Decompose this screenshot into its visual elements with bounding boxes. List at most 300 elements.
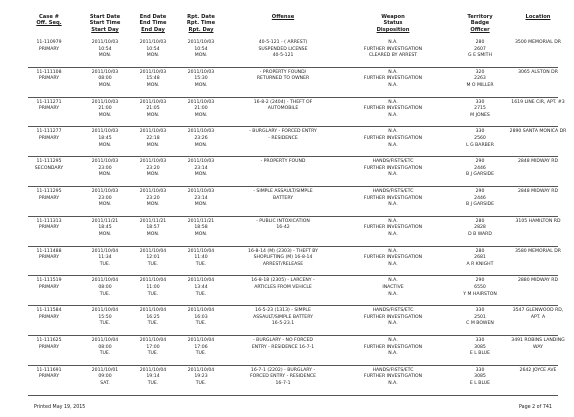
start-cell-line: 2011/10/04 bbox=[91, 278, 119, 284]
case-cell-line: PRIMARY bbox=[38, 46, 60, 52]
weapon-cell-line: FURTHER INVESTIGATION bbox=[363, 225, 423, 231]
report-cell-line: 2011/10/04 bbox=[187, 338, 215, 343]
weapon-cell-line: FURTHER INVESTIGATION bbox=[363, 314, 423, 320]
report-cell-line: 2011/10/03 bbox=[187, 129, 215, 135]
end-cell-line: 16:25 bbox=[146, 314, 160, 320]
start-cell bbox=[80, 308, 130, 328]
weapon-cell-line: N.A. bbox=[388, 261, 398, 267]
start-cell-line: MON. bbox=[98, 202, 112, 208]
start-cell bbox=[80, 338, 130, 358]
weapon-cell bbox=[338, 129, 448, 149]
end-cell-line: 12:01 bbox=[146, 255, 160, 261]
location-cell bbox=[502, 100, 574, 107]
report-cell bbox=[176, 40, 226, 60]
report-cell-line: 2011/10/03 bbox=[187, 40, 215, 45]
end-cell-line: 2011/10/03 bbox=[139, 69, 167, 75]
end-cell-line: MON. bbox=[146, 202, 160, 208]
offense-cell-line: - BURGLARY - FORCED ENTRY bbox=[249, 129, 317, 135]
case-cell bbox=[22, 129, 76, 142]
row-divider bbox=[28, 395, 558, 396]
weapon-cell-line: FURTHER INVESTIGATION bbox=[363, 106, 423, 112]
case-cell-line: 11-111625 bbox=[36, 338, 62, 343]
start-cell-line: 08:00 bbox=[98, 344, 112, 350]
territory-cell bbox=[450, 70, 510, 90]
case-cell-line: PRIMARY bbox=[38, 374, 60, 380]
start-cell-line: 2011/10/03 bbox=[91, 40, 119, 45]
report-cell-line: TUE. bbox=[195, 291, 207, 297]
header-weapon-line1: Weapon bbox=[381, 14, 405, 20]
report-cell-line: TUE. bbox=[195, 261, 207, 267]
territory-cell-line: 280 bbox=[475, 40, 485, 45]
weapon-cell bbox=[338, 70, 448, 90]
territory-cell bbox=[450, 189, 510, 209]
case-cell bbox=[22, 189, 76, 202]
end-cell bbox=[128, 70, 178, 90]
start-cell bbox=[80, 278, 130, 298]
location-cell bbox=[502, 338, 574, 351]
offense-cell bbox=[228, 100, 338, 113]
start-cell-line: MON. bbox=[98, 112, 112, 118]
location-cell bbox=[502, 40, 574, 47]
report-cell-line: TUE. bbox=[195, 380, 207, 386]
territory-cell bbox=[450, 368, 510, 388]
case-cell bbox=[22, 278, 76, 291]
weapon-cell bbox=[338, 368, 448, 388]
offense-cell bbox=[228, 338, 338, 351]
weapon-cell-line: N.A. bbox=[388, 380, 398, 386]
case-cell bbox=[22, 100, 76, 113]
end-cell-line: 2011/11/21 bbox=[139, 218, 167, 224]
end-cell-line: 2011/10/03 bbox=[139, 129, 167, 135]
start-cell bbox=[80, 219, 130, 239]
end-cell-line: 2011/10/04 bbox=[139, 308, 167, 314]
report-cell-line: 2011/10/03 bbox=[187, 69, 215, 75]
offense-cell-line: 16-5-23 (1313) - SIMPLE bbox=[255, 308, 311, 314]
header-rpt-line2: Rpt. Time bbox=[186, 20, 216, 27]
location-cell-line: 2848 MIDWAY RD bbox=[517, 159, 559, 165]
report-cell-line: MON. bbox=[194, 53, 208, 59]
end-cell bbox=[128, 129, 178, 149]
start-cell-line: 2011/11/21 bbox=[91, 218, 119, 224]
start-cell bbox=[80, 100, 130, 120]
territory-cell bbox=[450, 159, 510, 179]
weapon-cell bbox=[338, 278, 448, 298]
location-cell bbox=[502, 159, 574, 166]
offense-cell bbox=[228, 129, 338, 142]
territory-cell-line: E L BLUE bbox=[469, 351, 491, 357]
start-cell-line: 2011/10/03 bbox=[91, 159, 119, 165]
start-cell-line: 08:00 bbox=[98, 76, 112, 82]
report-cell bbox=[176, 129, 226, 149]
header-case bbox=[22, 14, 76, 27]
start-cell-line: 2011/10/04 bbox=[91, 248, 119, 254]
location-cell bbox=[502, 368, 574, 375]
end-cell bbox=[128, 40, 178, 60]
report-cell-line: MON. bbox=[194, 112, 208, 118]
weapon-cell-line: FURTHER INVESTIGATION bbox=[363, 135, 423, 141]
start-cell-line: TUE. bbox=[99, 321, 111, 327]
start-cell-line: 2011/10/03 bbox=[91, 99, 119, 105]
weapon-cell-line: HANDS/FISTS/ETC bbox=[372, 189, 414, 194]
location-cell-line: WAY bbox=[533, 344, 543, 350]
location-cell-line: 2642 JOYCE AVE bbox=[519, 367, 557, 373]
case-cell-line: PRIMARY bbox=[38, 255, 60, 261]
case-cell-line: PRIMARY bbox=[38, 284, 60, 290]
row-divider bbox=[28, 275, 558, 276]
offense-cell-line: - BURGLARY - NO FORCED bbox=[253, 338, 313, 343]
offense-cell-line: - PUBLIC INTOXICATION bbox=[256, 218, 310, 224]
location-cell-line: 3500 MEMORIAL DR bbox=[514, 40, 562, 45]
end-cell-line: MON. bbox=[146, 231, 160, 237]
case-cell-line: PRIMARY bbox=[38, 225, 60, 231]
report-cell bbox=[176, 70, 226, 90]
report-cell-line: 19:23 bbox=[194, 374, 208, 380]
territory-cell-line: 2828 bbox=[474, 225, 486, 231]
row-divider bbox=[28, 335, 558, 336]
start-cell-line: 18:45 bbox=[98, 135, 112, 141]
territory-cell-line: 290 bbox=[475, 159, 485, 165]
case-cell bbox=[22, 338, 76, 351]
offense-cell-line: BATTERY bbox=[272, 195, 294, 201]
header-rpt-line3: Rpt. Day bbox=[188, 26, 214, 33]
header-weapon-line3: Disposition bbox=[376, 26, 410, 33]
offense-cell-line: AUTOMOBILE bbox=[267, 106, 299, 112]
territory-cell-line: C M BOWEN bbox=[466, 321, 494, 327]
location-cell-line: 2848 MIDWAY RD bbox=[517, 189, 559, 194]
offense-cell-line: RETURNED TO OWNER bbox=[256, 76, 310, 82]
territory-cell bbox=[450, 129, 510, 149]
case-cell-line: 11-111295 bbox=[36, 189, 62, 194]
end-cell-line: 2011/10/04 bbox=[139, 338, 167, 343]
end-cell-line: TUE. bbox=[147, 261, 159, 267]
case-cell bbox=[22, 368, 76, 381]
weapon-cell-line: FURTHER INVESTIGATION bbox=[363, 195, 423, 201]
header-start-line3: Start Day bbox=[91, 26, 119, 33]
territory-cell-line: 2560 bbox=[474, 135, 486, 141]
start-cell-line: 2011/10/03 bbox=[91, 69, 119, 75]
case-cell-line: 11-111295 bbox=[36, 159, 62, 165]
case-cell bbox=[22, 249, 76, 262]
weapon-cell bbox=[338, 40, 448, 60]
report-cell bbox=[176, 189, 226, 209]
case-cell-line: 11-111488 bbox=[36, 248, 62, 254]
weapon-cell bbox=[338, 338, 448, 358]
header-location-line1: Location bbox=[525, 14, 551, 20]
offense-cell-line: - PROPERTY FOUND bbox=[260, 159, 306, 165]
case-cell-line: PRIMARY bbox=[38, 76, 60, 82]
territory-cell-line: 320 bbox=[475, 69, 485, 75]
header-end bbox=[128, 14, 178, 33]
weapon-cell-line: INACTIVE bbox=[382, 284, 404, 290]
case-cell bbox=[22, 159, 76, 172]
report-cell-line: 13:44 bbox=[194, 284, 208, 290]
location-cell-line: 2880 MIDWAY RD bbox=[517, 278, 559, 284]
report-cell-line: 2011/10/04 bbox=[187, 248, 215, 254]
territory-cell-line: 6550 bbox=[474, 284, 486, 290]
offense-cell-line: 16-8-14 (M) (2303) - THEFT BY bbox=[248, 248, 318, 254]
location-cell-line: 2890 SANTA MONICA DR bbox=[509, 129, 567, 135]
header-start-line1: Start Date bbox=[89, 14, 121, 20]
report-cell-line: 15:30 bbox=[194, 76, 208, 82]
territory-cell-line: 330 bbox=[475, 129, 485, 135]
start-cell bbox=[80, 159, 130, 179]
territory-cell bbox=[450, 219, 510, 239]
table-row bbox=[0, 368, 574, 402]
territory-cell-line: 2446 bbox=[474, 195, 486, 201]
start-cell-line: TUE. bbox=[99, 261, 111, 267]
territory-cell-line: 280 bbox=[475, 248, 485, 254]
territory-cell-line: 330 bbox=[475, 338, 485, 343]
header-offense bbox=[228, 14, 338, 20]
weapon-cell-line: FURTHER INVESTIGATION bbox=[363, 344, 423, 350]
start-cell-line: MON. bbox=[98, 82, 112, 88]
weapon-cell-line: N.A. bbox=[388, 142, 398, 148]
end-cell-line: 23:20 bbox=[146, 195, 160, 201]
header-end-line3: End Day bbox=[141, 26, 165, 33]
report-cell bbox=[176, 308, 226, 328]
offense-cell-line: 16-7-1 (2202) - BURGLARY - bbox=[250, 367, 316, 373]
start-cell-line: 09:00 bbox=[98, 374, 112, 380]
location-cell-line: APT. A bbox=[530, 314, 546, 320]
weapon-cell-line: N.A. bbox=[388, 129, 398, 135]
header-territory-line3: Officer bbox=[470, 26, 490, 33]
end-cell bbox=[128, 338, 178, 358]
report-cell-line: 16:03 bbox=[194, 314, 208, 320]
start-cell-line: MON. bbox=[98, 53, 112, 59]
report-cell-line: 2011/11/21 bbox=[187, 218, 215, 224]
case-cell-line: 11-111108 bbox=[36, 69, 62, 75]
start-cell-line: SAT. bbox=[100, 380, 110, 386]
territory-cell-line: 2446 bbox=[474, 165, 486, 171]
report-cell-line: 17:06 bbox=[194, 344, 208, 350]
start-cell-line: 2011/10/04 bbox=[91, 338, 119, 343]
end-cell-line: 2011/10/04 bbox=[139, 367, 167, 373]
end-cell-line: 22:18 bbox=[146, 135, 160, 141]
start-cell-line: MON. bbox=[98, 172, 112, 178]
territory-cell-line: L G BARBER bbox=[466, 142, 494, 148]
territory-cell bbox=[450, 338, 510, 358]
territory-cell-line: 290 bbox=[475, 278, 485, 284]
end-cell-line: 15:48 bbox=[146, 76, 160, 82]
report-cell bbox=[176, 159, 226, 179]
territory-cell bbox=[450, 308, 510, 328]
header-territory bbox=[450, 14, 510, 33]
location-cell bbox=[502, 70, 574, 77]
header-rpt bbox=[176, 14, 226, 33]
row-divider bbox=[28, 126, 558, 127]
end-cell-line: 2011/10/03 bbox=[139, 40, 167, 45]
printed-date: Printed May 19, 2015 bbox=[34, 405, 86, 410]
weapon-cell-line: N.A. bbox=[388, 69, 398, 75]
territory-cell-line: 3085 bbox=[474, 374, 486, 380]
report-cell-line: MON. bbox=[194, 82, 208, 88]
start-cell bbox=[80, 189, 130, 209]
weapon-cell-line: N.A. bbox=[388, 218, 398, 224]
end-cell-line: TUE. bbox=[147, 291, 159, 297]
row-divider bbox=[28, 305, 558, 306]
report-cell-line: MON. bbox=[194, 231, 208, 237]
weapon-cell-line: FURTHER INVESTIGATION bbox=[363, 255, 423, 261]
end-cell-line: 10:54 bbox=[146, 46, 160, 52]
report-cell-line: TUE. bbox=[195, 351, 207, 357]
row-divider bbox=[28, 97, 558, 98]
end-cell-line: MON. bbox=[146, 112, 160, 118]
start-cell bbox=[80, 70, 130, 90]
end-cell-line: 17:00 bbox=[146, 344, 160, 350]
end-cell bbox=[128, 308, 178, 328]
case-cell-line: PRIMARY bbox=[38, 106, 60, 112]
weapon-cell-line: N.A. bbox=[388, 40, 398, 45]
report-cell-line: 2011/10/03 bbox=[187, 99, 215, 105]
location-cell bbox=[502, 278, 574, 285]
location-cell-line: 3547 GLENWOOD RD, bbox=[512, 308, 564, 314]
territory-cell-line: G E SMITH bbox=[468, 53, 492, 59]
report-cell-line: TUE. bbox=[195, 321, 207, 327]
territory-cell-line: B J GARSIDE bbox=[465, 172, 495, 178]
territory-cell bbox=[450, 40, 510, 60]
row-divider bbox=[28, 156, 558, 157]
end-cell bbox=[128, 219, 178, 239]
weapon-cell-line: FURTHER INVESTIGATION bbox=[363, 46, 423, 52]
start-cell-line: 21:00 bbox=[98, 106, 112, 112]
territory-cell-line: 3085 bbox=[474, 344, 486, 350]
end-cell-line: 18:57 bbox=[146, 225, 160, 231]
offense-cell-line: 16-5-23.1 bbox=[271, 321, 295, 327]
case-cell-line: 11-111277 bbox=[36, 129, 62, 135]
offense-cell-line: 40-5-121 bbox=[272, 53, 294, 59]
start-cell-line: MON. bbox=[98, 231, 112, 237]
report-cell-line: 23:14 bbox=[194, 165, 208, 171]
start-cell-line: 2011/10/03 bbox=[91, 189, 119, 194]
weapon-cell bbox=[338, 308, 448, 328]
report-cell-line: 2011/10/03 bbox=[187, 189, 215, 194]
report-cell-line: 21:00 bbox=[194, 106, 208, 112]
row-divider bbox=[28, 186, 558, 187]
header-territory-line2: Badge bbox=[470, 20, 490, 27]
weapon-cell-line: N.A. bbox=[388, 321, 398, 327]
case-cell bbox=[22, 40, 76, 53]
case-cell-line: SECONDARY bbox=[34, 165, 64, 171]
header-end-line1: End Date bbox=[139, 14, 167, 20]
start-cell bbox=[80, 40, 130, 60]
offense-cell bbox=[228, 70, 338, 83]
start-cell-line: 2011/10/03 bbox=[91, 129, 119, 135]
offense-cell bbox=[228, 278, 338, 291]
report-cell bbox=[176, 338, 226, 358]
case-cell bbox=[22, 308, 76, 321]
weapon-cell bbox=[338, 189, 448, 209]
header-territory-line1: Territory bbox=[467, 14, 493, 20]
territory-cell bbox=[450, 249, 510, 269]
territory-cell-line: 2607 bbox=[474, 46, 486, 52]
territory-cell-line: 290 bbox=[475, 189, 485, 194]
end-cell-line: TUE. bbox=[147, 321, 159, 327]
offense-cell-line: ARREST/RELEASE bbox=[262, 261, 304, 267]
weapon-cell-line: N.A. bbox=[388, 231, 398, 237]
weapon-cell-line: HANDS/FISTS/ETC bbox=[372, 367, 414, 373]
header-end-line2: End Time bbox=[139, 20, 167, 27]
offense-cell-line: 40-5-121 - ( ARREST) bbox=[258, 40, 308, 45]
location-cell-line: 3065 ALSTON DR bbox=[518, 69, 558, 75]
header-location bbox=[502, 14, 574, 20]
location-cell-line: 3491 ROBINS LANDING bbox=[511, 338, 565, 343]
case-cell-line: PRIMARY bbox=[38, 314, 60, 320]
weapon-cell-line: N.A. bbox=[388, 99, 398, 105]
offense-cell-line: 16-8-18 (2305) - LARCENY - bbox=[251, 278, 315, 284]
weapon-cell-line: HANDS/FISTS/ETC bbox=[372, 159, 414, 165]
end-cell bbox=[128, 278, 178, 298]
end-cell bbox=[128, 100, 178, 120]
weapon-cell-line: N.A. bbox=[388, 82, 398, 88]
start-cell-line: MON. bbox=[98, 142, 112, 148]
weapon-cell-line: N.A. bbox=[388, 202, 398, 208]
weapon-cell-line: N.A. bbox=[388, 112, 398, 118]
report-cell bbox=[176, 219, 226, 239]
header-start-line2: Start Time bbox=[89, 20, 121, 27]
territory-cell-line: 280 bbox=[475, 218, 485, 224]
report-cell bbox=[176, 278, 226, 298]
weapon-cell bbox=[338, 249, 448, 269]
report-cell-line: MON. bbox=[194, 202, 208, 208]
territory-cell-line: D B WARD bbox=[468, 231, 492, 237]
end-cell-line: 2011/10/04 bbox=[139, 248, 167, 254]
end-cell-line: 21:05 bbox=[146, 106, 160, 112]
start-cell-line: 2011/10/01 bbox=[91, 367, 119, 373]
territory-cell-line: 330 bbox=[475, 308, 485, 314]
header-case-line2: Off. Seq. bbox=[36, 20, 62, 27]
offense-cell-line: SUSPENDED LICENSE bbox=[258, 46, 308, 52]
header-weapon bbox=[338, 14, 448, 33]
report-cell-line: 2011/10/04 bbox=[187, 308, 215, 314]
location-cell-line: 1619 LINE CIR, APT. #3 bbox=[511, 99, 565, 105]
start-cell-line: TUE. bbox=[99, 291, 111, 297]
weapon-cell-line: N.A. bbox=[388, 351, 398, 357]
end-cell bbox=[128, 368, 178, 388]
offense-cell bbox=[228, 249, 338, 269]
territory-cell-line: 2263 bbox=[474, 76, 486, 82]
case-cell-line: PRIMARY bbox=[38, 135, 60, 141]
offense-cell-line: - RESIDENCE bbox=[268, 135, 298, 141]
header-weapon-line2: Status bbox=[383, 20, 403, 27]
weapon-cell-line: FURTHER INVESTIGATION bbox=[363, 165, 423, 171]
territory-cell-line: 2681 bbox=[474, 255, 486, 261]
location-cell bbox=[502, 189, 574, 196]
header-start bbox=[80, 14, 130, 33]
report-cell-line: MON. bbox=[194, 172, 208, 178]
weapon-cell bbox=[338, 159, 448, 179]
end-cell bbox=[128, 189, 178, 209]
weapon-cell bbox=[338, 219, 448, 239]
case-cell-line: 11-111519 bbox=[36, 278, 62, 284]
territory-cell-line: M O MILLER bbox=[466, 82, 494, 88]
territory-cell-line: Y M HAIRSTON bbox=[463, 291, 497, 297]
case-cell-line: 11-111271 bbox=[36, 99, 62, 105]
territory-cell-line: A R KNIGHT bbox=[466, 261, 494, 267]
offense-cell bbox=[228, 159, 338, 166]
row-divider bbox=[28, 216, 558, 217]
end-cell-line: MON. bbox=[146, 53, 160, 59]
page-number: Page 2 of 741 bbox=[518, 405, 552, 410]
end-cell-line: 2011/10/03 bbox=[139, 159, 167, 165]
end-cell-line: TUE. bbox=[147, 351, 159, 357]
weapon-cell-line: CLEARED BY ARREST bbox=[368, 53, 418, 59]
start-cell bbox=[80, 249, 130, 269]
row-divider bbox=[28, 67, 558, 68]
weapon-cell-line: HANDS/FISTS/ETC bbox=[372, 308, 414, 314]
report-cell-line: 2011/10/04 bbox=[187, 367, 215, 373]
start-cell-line: 10:54 bbox=[98, 46, 112, 52]
header-case-line1: Case # bbox=[38, 14, 60, 20]
